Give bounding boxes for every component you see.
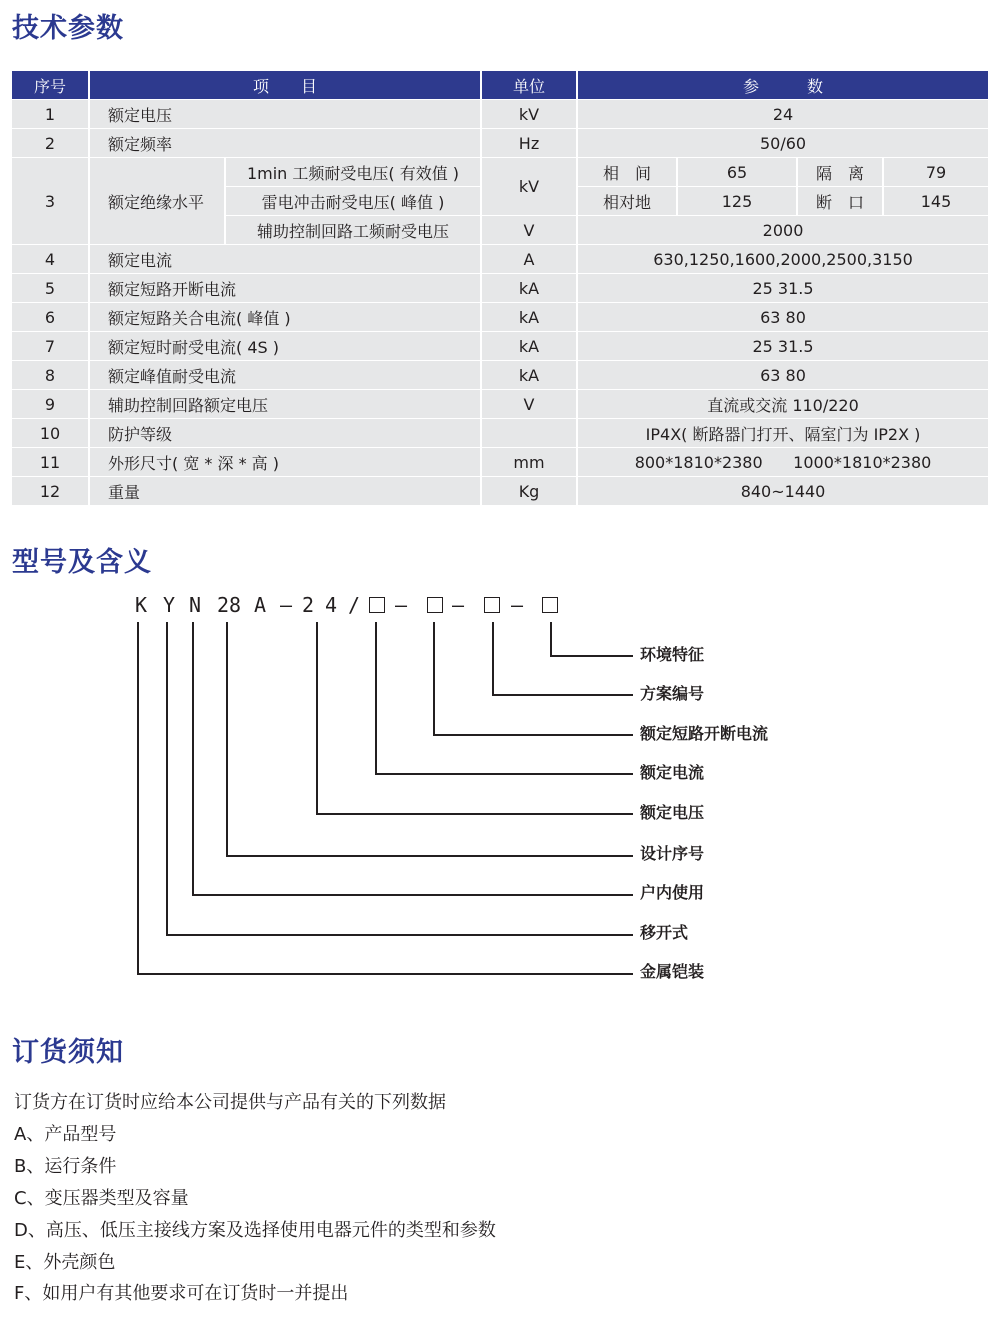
table-row <box>12 361 988 390</box>
table-header-row <box>12 71 988 100</box>
model-char: – <box>279 593 293 617</box>
row-no: 2 <box>12 129 90 158</box>
table-row <box>12 332 988 361</box>
row-no: 3 <box>12 158 90 245</box>
row-no: 7 <box>12 332 90 361</box>
table-row <box>12 158 988 187</box>
header-item: 项 目 <box>90 71 482 100</box>
spec-table <box>12 71 988 506</box>
row-item: 额定频率 <box>90 129 482 158</box>
order-item: B、运行条件 <box>14 1156 117 1177</box>
row-no: 12 <box>12 477 90 506</box>
table-row <box>12 419 988 448</box>
placeholder-box <box>369 597 385 613</box>
row-subitem: 1min 工频耐受电压( 有效值 ) <box>226 158 482 187</box>
order-item: A、产品型号 <box>14 1124 117 1145</box>
row-subitem: 辅助控制回路工频耐受电压 <box>226 216 482 245</box>
leader-line <box>166 622 168 936</box>
placeholder-box <box>542 597 558 613</box>
row-no: 1 <box>12 100 90 129</box>
row-param: 630,1250,1600,2000,2500,3150 <box>578 245 988 274</box>
section-title-model: 型号及含义 <box>12 547 152 578</box>
row-param: 63 80 <box>578 303 988 332</box>
row-param: 63 80 <box>578 361 988 390</box>
param-label: 相 间 <box>578 158 678 187</box>
table-row <box>12 448 988 477</box>
order-item: F、如用户有其他要求可在订货时一并提出 <box>14 1283 349 1304</box>
table-row <box>12 274 988 303</box>
param-label: 隔 离 <box>798 158 884 187</box>
row-unit: mm <box>482 448 578 477</box>
row-no: 5 <box>12 274 90 303</box>
row-item: 辅助控制回路额定电压 <box>90 390 482 419</box>
row-unit: kA <box>482 274 578 303</box>
model-label: 额定电压 <box>640 803 705 822</box>
row-param: 25 31.5 <box>578 274 988 303</box>
leader-line <box>492 622 494 696</box>
row-no: 10 <box>12 419 90 448</box>
model-char: 4 <box>324 593 338 617</box>
leader-line <box>375 773 633 775</box>
param-label: 断 口 <box>798 187 884 216</box>
section-title-ordering: 订货须知 <box>12 1037 124 1068</box>
leader-line <box>550 655 633 657</box>
table-row <box>12 390 988 419</box>
row-unit: kV <box>482 158 578 216</box>
param-value: 145 <box>884 187 988 216</box>
model-char: K <box>134 593 148 617</box>
leader-line <box>316 813 633 815</box>
model-label: 移开式 <box>640 923 689 942</box>
leader-line <box>137 622 139 975</box>
model-char: / <box>347 593 361 617</box>
row-subitem: 雷电冲击耐受电压( 峰值 ) <box>226 187 482 216</box>
placeholder-box <box>427 597 443 613</box>
row-unit: Hz <box>482 129 578 158</box>
row-item: 额定短路关合电流( 峰值 ) <box>90 303 482 332</box>
row-no: 4 <box>12 245 90 274</box>
model-label: 设计序号 <box>640 844 705 863</box>
param-label: 相对地 <box>578 187 678 216</box>
leader-line <box>226 622 228 857</box>
model-char: N <box>188 593 202 617</box>
row-unit: kV <box>482 100 578 129</box>
model-label: 方案编号 <box>640 684 705 703</box>
header-no: 序号 <box>12 71 90 100</box>
row-param: 800*1810*2380 1000*1810*2380 <box>578 448 988 477</box>
row-no: 9 <box>12 390 90 419</box>
param-value: 65 <box>678 158 798 187</box>
placeholder-box <box>484 597 500 613</box>
row-item: 额定短路开断电流 <box>90 274 482 303</box>
order-item: E、外壳颜色 <box>14 1252 116 1273</box>
row-no: 8 <box>12 361 90 390</box>
leader-line <box>492 694 633 696</box>
row-unit: kA <box>482 303 578 332</box>
table-row <box>12 129 988 158</box>
row-unit: V <box>482 216 578 245</box>
row-item: 外形尺寸( 宽 * 深 * 高 ) <box>90 448 482 477</box>
leader-line <box>137 973 633 975</box>
model-char: – <box>394 593 408 617</box>
model-label: 户内使用 <box>640 883 705 902</box>
row-param: 50/60 <box>578 129 988 158</box>
order-item: D、高压、低压主接线方案及选择使用电器元件的类型和参数 <box>14 1220 496 1241</box>
model-label: 额定短路开断电流 <box>640 724 769 743</box>
leader-line <box>375 622 377 775</box>
row-param: 25 31.5 <box>578 332 988 361</box>
model-label: 环境特征 <box>640 645 705 664</box>
leader-line <box>316 622 318 815</box>
model-label: 额定电流 <box>640 763 705 782</box>
leader-line <box>550 622 552 657</box>
row-item: 额定短时耐受电流( 4S ) <box>90 332 482 361</box>
row-unit: Kg <box>482 477 578 506</box>
leader-line <box>226 855 633 857</box>
param-value: 125 <box>678 187 798 216</box>
leader-line <box>433 622 435 736</box>
model-char: A <box>253 593 267 617</box>
model-char: 28 <box>216 593 242 617</box>
table-row <box>12 477 988 506</box>
row-item: 额定电压 <box>90 100 482 129</box>
header-param: 参 数 <box>578 71 988 100</box>
leader-line <box>433 734 633 736</box>
order-item: C、变压器类型及容量 <box>14 1188 189 1209</box>
row-unit <box>482 419 578 448</box>
row-unit: V <box>482 390 578 419</box>
model-char: Y <box>162 593 176 617</box>
leader-line <box>192 894 633 896</box>
model-char: – <box>451 593 465 617</box>
row-param: IP4X( 断路器门打开、隔室门为 IP2X ) <box>578 419 988 448</box>
leader-line <box>166 934 633 936</box>
param-value: 79 <box>884 158 988 187</box>
table-row <box>12 245 988 274</box>
row-item: 额定峰值耐受电流 <box>90 361 482 390</box>
row-unit: A <box>482 245 578 274</box>
model-label: 金属铠装 <box>640 962 705 981</box>
row-unit: kA <box>482 361 578 390</box>
row-item: 防护等级 <box>90 419 482 448</box>
model-char: – <box>510 593 524 617</box>
row-no: 11 <box>12 448 90 477</box>
header-unit: 单位 <box>482 71 578 100</box>
row-param: 840~1440 <box>578 477 988 506</box>
row-unit: kA <box>482 332 578 361</box>
row-item: 额定电流 <box>90 245 482 274</box>
order-intro: 订货方在订货时应给本公司提供与产品有关的下列数据 <box>14 1092 446 1113</box>
leader-line <box>192 622 194 896</box>
row-param: 直流或交流 110/220 <box>578 390 988 419</box>
row-no: 6 <box>12 303 90 332</box>
row-item: 额定绝缘水平 <box>90 158 226 245</box>
row-param: 2000 <box>578 216 988 245</box>
model-char: 2 <box>301 593 315 617</box>
table-row <box>12 303 988 332</box>
row-param: 24 <box>578 100 988 129</box>
row-item: 重量 <box>90 477 482 506</box>
section-title-specs: 技术参数 <box>12 13 124 44</box>
table-row <box>12 100 988 129</box>
